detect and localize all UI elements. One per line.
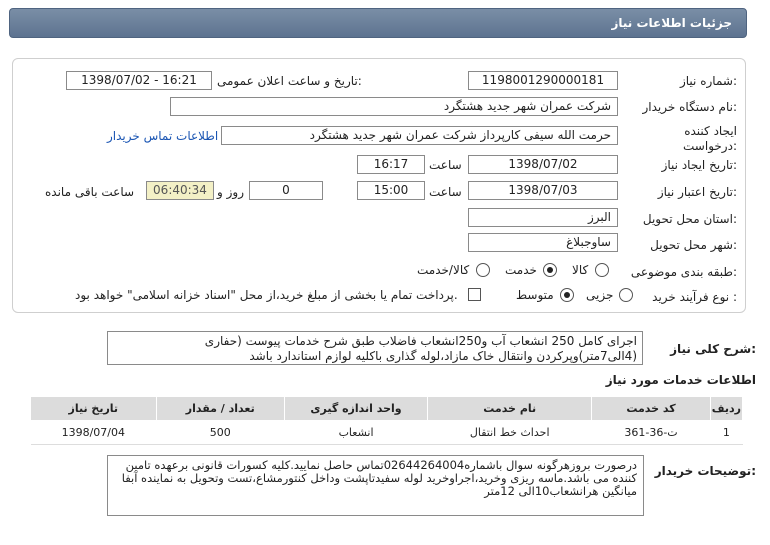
process-label: نوع فرآیند خرید :	[652, 290, 737, 304]
category-label: طبقه بندی موضوعی:	[630, 265, 737, 279]
table-row[interactable]	[31, 421, 743, 445]
buyer-label: نام دستگاه خریدار:	[642, 100, 737, 114]
created-time-field: 16:17	[357, 155, 425, 174]
process-option-minor: جزیی	[586, 288, 614, 302]
treasury-payment-note: پرداخت تمام یا بخشی از مبلغ خرید،از محل "اسناد خزانه اسلامی" خواهد بود.	[75, 288, 458, 302]
cell-quantity: 500	[156, 421, 284, 445]
category-option-goods-service: کالا/خدمت	[417, 263, 470, 277]
cell-row-number: 1	[710, 421, 742, 445]
buyer-notes-label: توضیحات خریدار:	[654, 464, 756, 478]
category-option-service: خدمت	[505, 263, 537, 277]
cell-unit: انشعاب	[284, 421, 427, 445]
cell-service-code: ت-36-361	[592, 421, 711, 445]
announce-datetime-field: 1398/07/02 - 16:21	[66, 71, 212, 90]
process-radio-minor[interactable]	[619, 288, 633, 302]
category-radio-goods-service[interactable]	[476, 263, 490, 277]
validity-date-field: 1398/07/03	[468, 181, 618, 200]
validity-time-field: 15:00	[357, 181, 425, 200]
days-label: روز و	[217, 185, 244, 199]
province-field: البرز	[468, 208, 618, 227]
category-radio-service[interactable]	[543, 263, 557, 277]
services-table	[30, 396, 743, 445]
buyer-notes-text: درصورت بروزهرگونه سوال باشماره02644264004تماس حاصل نمایید.کلیه کسورات قانونی برعهده تامین کننده می باشد.ماسه ریزی وخرید،اجراوخرید لوله سفیدتاپشت وداخل کنتورمشاع،تست وتحویل به نماینده آبفا میانگین هرانشعاب10الی 12متر	[107, 455, 644, 516]
province-label: استان محل تحویل:	[642, 212, 737, 226]
category-radio-goods[interactable]	[595, 263, 609, 277]
validity-time-label: ساعت	[429, 185, 462, 199]
process-option-medium: متوسط	[516, 288, 554, 302]
col-service-name: نام خدمت	[428, 397, 592, 421]
description-label: شرح کلی نیاز:	[670, 342, 756, 356]
validity-date-label: تاریخ اعتبار نیاز:	[657, 185, 737, 199]
remaining-label: ساعت باقی مانده	[45, 185, 135, 199]
remaining-days-field: 0	[249, 181, 323, 200]
buyer-field: شرکت عمران شهر جدید هشتگرد	[170, 97, 618, 116]
col-unit: واحد اندازه گیری	[284, 397, 427, 421]
cell-service-name: احداث خط انتقال	[428, 421, 592, 445]
process-radio-medium[interactable]	[560, 288, 574, 302]
city-label: شهر محل تحویل:	[650, 238, 737, 252]
col-need-date: تاریخ نیاز	[31, 397, 157, 421]
col-service-code: کد خدمت	[592, 397, 711, 421]
created-time-label: ساعت	[429, 158, 462, 172]
services-header-row	[31, 397, 743, 421]
cell-need-date: 1398/07/04	[31, 421, 157, 445]
city-field: ساوجبلاغ	[468, 233, 618, 252]
treasury-payment-checkbox[interactable]	[468, 288, 481, 301]
title-bar	[9, 8, 747, 38]
category-option-goods: کالا	[572, 263, 589, 277]
page-title: جزئیات اطلاعات نیاز	[611, 16, 732, 30]
description-text: اجرای کامل 250 انشعاب آب و250انشعاب فاضلاب طبق شرح خدمات پیوست (حفاری (4الی7متر)وپرکردن وانتقال خاک مازاد،لوله گذاری باکلیه لوازم استاندارد باشد	[107, 331, 643, 365]
buyer-contact-link[interactable]: اطلاعات تماس خریدار	[107, 129, 219, 143]
announce-label: تاریخ و ساعت اعلان عمومی:	[217, 74, 362, 88]
remaining-time-field: 06:40:34	[146, 181, 214, 200]
creator-field: حرمت الله سیفی کارپرداز شرکت عمران شهر جدید هشتگرد	[221, 126, 618, 145]
need-number-label: شماره نیاز:	[679, 74, 737, 88]
creator-label: ایجاد کننده درخواست:	[683, 124, 737, 153]
col-quantity: تعداد / مقدار	[156, 397, 284, 421]
need-number-field: 1198001290000181	[468, 71, 618, 90]
services-title: اطلاعات خدمات مورد نیاز	[605, 373, 756, 387]
created-date-field: 1398/07/02	[468, 155, 618, 174]
created-date-label: تاریخ ایجاد نیاز:	[661, 158, 737, 172]
col-row-number: ردیف	[710, 397, 742, 421]
